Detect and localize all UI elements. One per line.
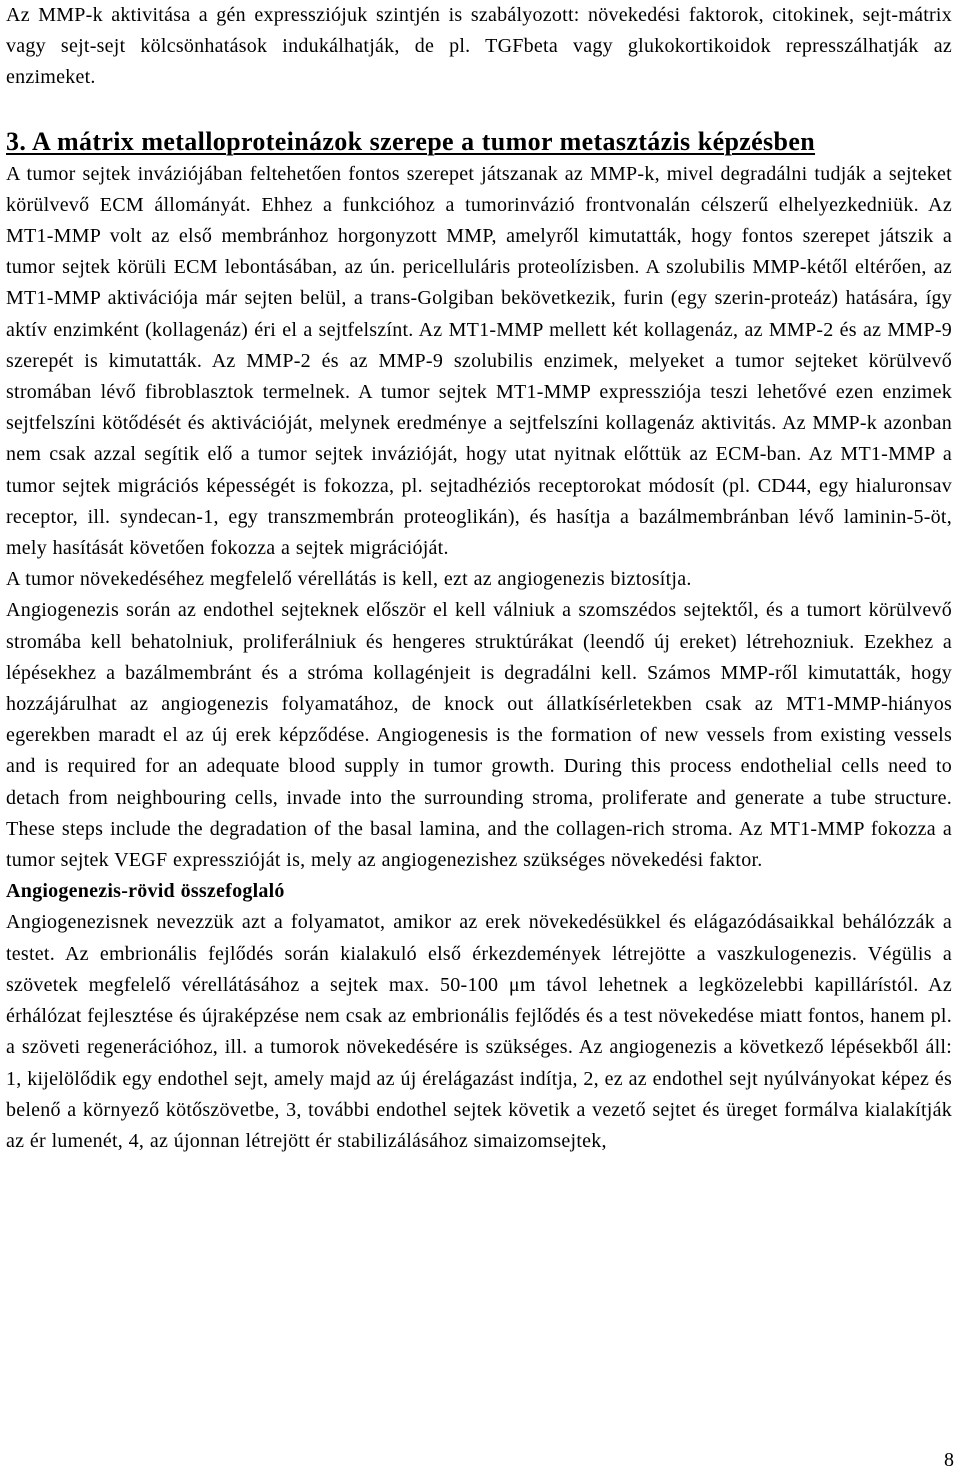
document-page [6, 0, 952, 1157]
angiogenesis-body-text: Angiogenezis során az endothel sejteknek először el kell válniuk a szomszédos sejtektől, és a tumort körülvevő stromába kell behatolniuk, proliferálniuk és hengeres struktúrákat (leendő új ereket) létrehozniuk. Ezekhez a lépésekhez a bazálmembránt és a stróma kollagénjeit is degradálni kell. Számos MMP-ről kimutatták, hogy hozzájárulhat az angiogenezis folyamatához, de knock out állatkísérletekben csak az MT1-MMP-hiányos egerekben maradt el az új erek képződése. Angiogenesis is the formation of new vessels from existing vessels and is required for an adequate blood supply in tumor growth. During this process endothelial cells need to detach from neighbouring cells, invade into the surrounding stroma, proliferate and generate a tube structure. These steps include the degradation of the basal lamina, and the collagen-rich stroma. Az MT1-MMP fokozza a tumor sejtek VEGF expresszióját is, mely az angiogenezishez szükséges növekedési faktor. [6, 599, 952, 872]
angiogenesis-intro-sentence: A tumor növekedéséhez megfelelő vérellátás is kell, ezt az angiogenezis biztosítja. [6, 568, 692, 591]
section-heading: 3. A mátrix metalloproteinázok szerepe a tumor metasztázis képzésben [6, 126, 816, 156]
section-paragraph: A tumor sejtek inváziójában feltehetően fontos szerepet játszanak az MMP-k, mivel degradálni tudják a sejteket körülvevő ECM állományát. Ehhez a funkcióhoz a tumorinvázió frontvonalán célszerű elhelyezkedniük. Az MT1-MMP volt az első membránhoz horgonyzott MMP, amelyről kimutatták, hogy fontos szerepet játszik a tumor sejtek körüli ECM lebontásában, az ún. pericelluláris proteolízisben. A szolubilis MMP-kétől eltérően, az MT1-MMP aktivációja már sejten belül, a trans-Golgiban bekövetkezik, furin (egy szerin-proteáz) hatására, így aktív enzimként (kollagenáz) éri el a sejtfelszínt. Az MT1-MMP mellett két kollagenáz, az MMP-2 és az MMP-9 szerepét is kimutatták. Az MMP-2 és az MMP-9 szolubilis enzimek, melyeket a tumor sejteket körülvevő stromában lévő fibroblasztok termelnek. A tumor sejtek MT1-MMP expressziója teszi lehetővé ezen enzimek sejtfelszíni kötődését és aktivációját, melynek eredménye a sejtfelszíni kollagenáz aktivitás. Az MMP-k azonban nem csak azzal segítik elő a tumor sejtek invázióját, hogy utat nyitnak előttük az ECM-ban. Az MT1-MMP a tumor sejtek migrációs képességét is fokozza, pl. sejtadhéziós receptorokat módosít (pl. CD44, egy hialuronsav receptor, ill. syndecan-1, egy transzmembrán proteoglikán), és hasítja a bazálmembránban lévő laminin-5-öt, mely hasítását követően fokozza a sejtek migrációját. [6, 162, 952, 560]
summary-paragraph: Angiogenezisnek nevezzük azt a folyamatot, amikor az erek növekedésükkel és elágazódásaikkal behálózzák a testet. Az embrionális fejlődés során kialakuló első érkezdemények létrejötte a vaszkulogenezis. Végülis a szövetek megfelelő vérellátásához a sejtek max. 50-100 μm távol lehetnek a legközelebbi kapillárístól. Az érhálózat fejlesztése és újraképzése nem csak az embrionális fejlődés és a test növekedése miatt fontos, hanem pl. a szöveti regenerációhoz, ill. a tumorok növekedésére is szükséges. Az angiogenezis a következő lépésekből áll: 1, kijelölődik egy endothel sejt, amely majd az új érelágazást indítja, 2, ez az endothel sejt nyúlványokat képez és belenő a környező kötőszövetbe, 3, további endothel sejtek követik a vezető sejtet és üreget formálva kialakítják az ér lumenét, 4, az újonnan létrejött ér stabilizálásához simaizomsejtek, [6, 911, 952, 1152]
intro-paragraph: Az MMP-k aktivitása a gén expressziójuk szintjén is szabályozott: növekedési faktorok, citokinek, sejt-mátrix vagy sejt-sejt kölcsönhatások indukálhatják, de pl. TGFbeta vagy glukokortikoidok represszálhatják az enzimeket. [6, 4, 952, 89]
page-number: 8 [944, 1449, 954, 1471]
summary-heading: Angiogenezis-rövid összefoglaló [6, 880, 285, 903]
angiogenesis-paragraph [6, 564, 952, 876]
paragraph-spacer [6, 94, 952, 125]
